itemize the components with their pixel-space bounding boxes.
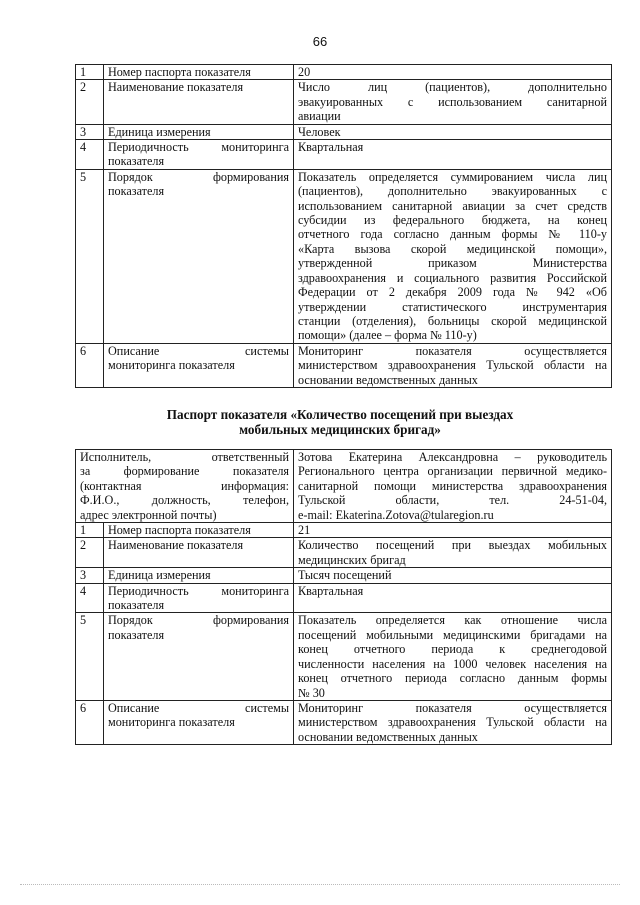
indicator-value-cell bbox=[294, 343, 612, 387]
executor-row bbox=[76, 450, 612, 523]
scan-artifact-line bbox=[20, 884, 620, 887]
attribute-line: показателя bbox=[108, 627, 165, 642]
table-row bbox=[76, 583, 612, 613]
executor-value-line: e-mail: Ekaterina.Zotova@tularegion.ru bbox=[298, 507, 494, 522]
attribute-line: Порядок формирования bbox=[108, 613, 290, 628]
value-line: Квартальная bbox=[298, 140, 364, 155]
page-number: 66 bbox=[312, 34, 328, 49]
section-title-line: Паспорт показателя «Количество посещений при выездах bbox=[166, 407, 514, 422]
value-line: станции (отделения), больницы скорой медицинской bbox=[298, 313, 607, 328]
executor-value-line: санитарной помощи министерства здравоохранения bbox=[298, 478, 608, 493]
table-row bbox=[76, 80, 612, 124]
executor-label-cell bbox=[76, 450, 294, 523]
value-line: 20 bbox=[298, 65, 311, 79]
indicator-attribute-cell bbox=[104, 538, 294, 568]
value-line: авиации bbox=[298, 109, 341, 124]
table-row bbox=[76, 538, 612, 568]
attribute-line: мониторинга показателя bbox=[108, 358, 235, 373]
value-line: Показатель определяется как отношение числа bbox=[298, 613, 608, 628]
row-number-cell: 2 bbox=[76, 538, 104, 568]
indicator-value-cell bbox=[294, 169, 612, 343]
indicator-value-cell bbox=[294, 523, 612, 538]
indicator-attribute-cell bbox=[104, 124, 294, 139]
table-row bbox=[76, 568, 612, 583]
attribute-line: Наименование показателя bbox=[108, 538, 244, 553]
attribute-line: Порядок формирования bbox=[108, 169, 289, 184]
attribute-line: показателя bbox=[108, 154, 165, 169]
value-line: посещений мобильными медицинскими бригадами на bbox=[298, 627, 608, 642]
table-row bbox=[76, 343, 612, 387]
table-row bbox=[76, 523, 612, 538]
value-line: основании ведомственных данных bbox=[298, 729, 478, 744]
value-line: Мониторинг показателя осуществляется bbox=[298, 700, 608, 715]
attribute-line: Описание системы bbox=[108, 343, 289, 358]
table-row bbox=[76, 169, 612, 343]
row-number-cell: 6 bbox=[76, 700, 104, 744]
row-number-cell: 5 bbox=[76, 613, 104, 700]
table-row bbox=[76, 613, 612, 700]
executor-value-line: Тульской области, тел. 24-51-04, bbox=[298, 493, 608, 508]
value-line: Мониторинг показателя осуществляется bbox=[298, 343, 607, 358]
value-line: (пациентов), дополнительно эвакуированных с bbox=[298, 184, 607, 199]
executor-label-line: Исполнитель, ответственный bbox=[80, 450, 290, 464]
indicator-passport-table-21 bbox=[75, 449, 612, 745]
table-row bbox=[76, 140, 612, 170]
executor-value-cell bbox=[294, 450, 612, 523]
attribute-line: Номер паспорта показателя bbox=[108, 65, 251, 79]
indicator-attribute-cell bbox=[104, 169, 294, 343]
value-line: министерством здравоохранения Тульской области на bbox=[298, 715, 608, 730]
row-number-cell: 1 bbox=[76, 65, 104, 80]
attribute-line: мониторинга показателя bbox=[108, 715, 235, 730]
value-line: помощи» (далее – форма № 110-у) bbox=[298, 328, 477, 343]
section-title-line: мобильных медицинских бригад» bbox=[239, 422, 441, 437]
indicator-attribute-cell bbox=[104, 343, 294, 387]
row-number-cell: 6 bbox=[76, 343, 104, 387]
value-line: основании ведомственных данных bbox=[298, 372, 478, 387]
row-number-cell: 4 bbox=[76, 583, 104, 613]
value-line: Квартальная bbox=[298, 583, 364, 598]
indicator-attribute-cell bbox=[104, 700, 294, 744]
attribute-line: Периодичность мониторинга bbox=[108, 583, 290, 598]
indicator-attribute-cell bbox=[104, 80, 294, 124]
indicator-passport-table-20 bbox=[75, 64, 612, 388]
indicator-value-cell bbox=[294, 568, 612, 583]
value-line: здравоохранения и социального развития Российской bbox=[298, 270, 607, 285]
executor-value-line: Зотова Екатерина Александровна – руководитель bbox=[298, 450, 608, 464]
value-line: Число лиц (пациентов), дополнительно bbox=[298, 80, 607, 95]
executor-label-line: Ф.И.О., должность, телефон, bbox=[80, 493, 290, 508]
value-line: Количество посещений при выездах мобильных bbox=[298, 538, 608, 553]
row-number-cell: 4 bbox=[76, 140, 104, 170]
executor-label-line: за формирование показателя bbox=[80, 464, 290, 479]
value-line: конец отчетного периода к среднегодовой bbox=[298, 642, 608, 657]
attribute-line: Единица измерения bbox=[108, 124, 211, 139]
indicator-attribute-cell bbox=[104, 613, 294, 700]
attribute-line: показателя bbox=[108, 184, 165, 199]
indicator-attribute-cell bbox=[104, 65, 294, 80]
value-line: Тысяч посещений bbox=[298, 568, 392, 583]
attribute-line: Номер паспорта показателя bbox=[108, 523, 251, 538]
section-title bbox=[110, 407, 570, 437]
indicator-value-cell bbox=[294, 140, 612, 170]
executor-value-line: Регионального центра организации первичной медико- bbox=[298, 464, 608, 479]
table-row bbox=[76, 65, 612, 80]
indicator-value-cell bbox=[294, 613, 612, 700]
indicator-attribute-cell bbox=[104, 523, 294, 538]
attribute-line: Наименование показателя bbox=[108, 80, 244, 95]
attribute-line: Периодичность мониторинга bbox=[108, 140, 289, 155]
attribute-line: показателя bbox=[108, 598, 165, 613]
row-number-cell: 2 bbox=[76, 80, 104, 124]
value-line: «Карта вызова скорой медицинской помощи», bbox=[298, 241, 607, 256]
value-line: субсидии из федерального бюджета, на конец bbox=[298, 213, 607, 228]
indicator-value-cell bbox=[294, 583, 612, 613]
value-line: министерством здравоохранения Тульской области на bbox=[298, 358, 607, 373]
table-row bbox=[76, 124, 612, 139]
value-line: отчетного года согласно данным формы № 110-у bbox=[298, 227, 607, 242]
value-line: Показатель определяется суммированием числа лиц bbox=[298, 169, 607, 184]
row-number-cell: 1 bbox=[76, 523, 104, 538]
value-line: эвакуированных с использованием санитарной bbox=[298, 94, 607, 109]
indicator-attribute-cell bbox=[104, 568, 294, 583]
indicator-attribute-cell bbox=[104, 140, 294, 170]
value-line: численности населения на 1000 человек населения на bbox=[298, 656, 608, 671]
executor-label-line: (контактная информация: bbox=[80, 478, 290, 493]
value-line: использованием санитарной авиации за счет средств bbox=[298, 198, 607, 213]
value-line: Федерации от 2 декабря 2009 года № 942 «Об bbox=[298, 285, 607, 300]
attribute-line: Описание системы bbox=[108, 700, 290, 715]
value-line: утверждении статистического инструментария bbox=[298, 299, 607, 314]
row-number-cell: 5 bbox=[76, 169, 104, 343]
indicator-attribute-cell bbox=[104, 583, 294, 613]
row-number-cell: 3 bbox=[76, 124, 104, 139]
value-line: № 30 bbox=[298, 685, 325, 700]
value-line: медицинских бригад bbox=[298, 552, 406, 567]
executor-label-line: адрес электронной почты) bbox=[80, 507, 217, 522]
attribute-line: Единица измерения bbox=[108, 568, 211, 583]
value-line: 21 bbox=[298, 523, 311, 538]
indicator-value-cell bbox=[294, 80, 612, 124]
value-line: утвержденной приказом Министерства bbox=[298, 256, 607, 271]
indicator-value-cell bbox=[294, 538, 612, 568]
indicator-value-cell bbox=[294, 124, 612, 139]
indicator-value-cell bbox=[294, 700, 612, 744]
value-line: Человек bbox=[298, 124, 341, 139]
table-row bbox=[76, 700, 612, 744]
row-number-cell: 3 bbox=[76, 568, 104, 583]
indicator-value-cell bbox=[294, 65, 612, 80]
value-line: конец отчетного периода согласно данным формы bbox=[298, 671, 608, 686]
